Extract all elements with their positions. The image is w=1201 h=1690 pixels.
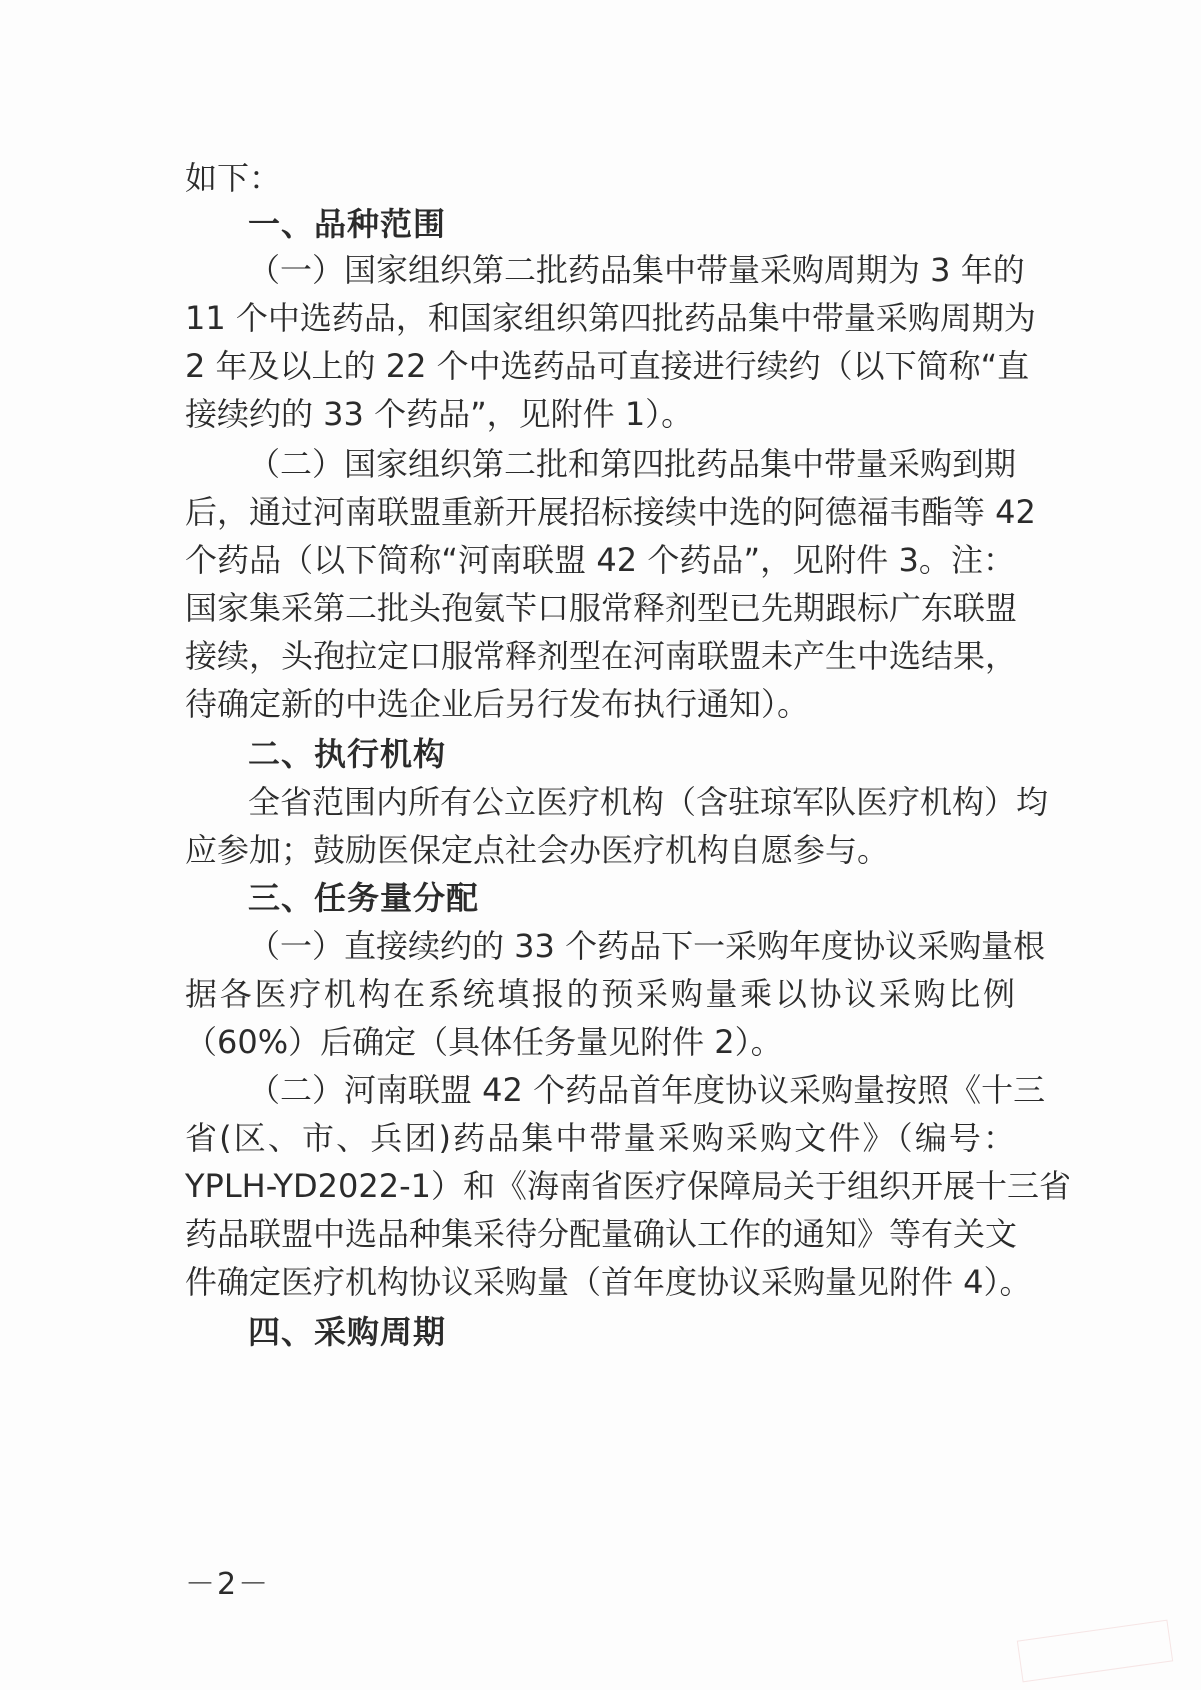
paragraph-line: 接续，头孢拉定口服常释剂型在河南联盟未产生中选结果， <box>185 637 1018 675</box>
section-4-heading: 四、采购周期 <box>248 1313 447 1351</box>
paragraph-line: （二）河南联盟 42 个药品首年度协议采购量按照《十三 <box>248 1071 1046 1109</box>
paragraph-line: 2 年及以上的 22 个中选药品可直接进行续约（以下简称“直 <box>185 347 1030 385</box>
section-3-heading: 三、任务量分配 <box>248 879 480 917</box>
paragraph-line: 接续约的 33 个药品”，见附件 1）。 <box>185 395 694 433</box>
paragraph-line: 国家集采第二批头孢氨苄口服常释剂型已先期跟标广东联盟 <box>185 589 1018 627</box>
intro-text: 如下： <box>185 159 282 197</box>
paragraph-line: 据各医疗机构在系统填报的预采购量乘以协议采购比例 <box>185 975 1015 1013</box>
paragraph-line: 11 个中选药品，和国家组织第四批药品集中带量采购周期为 <box>185 299 1036 337</box>
paragraph-line: （一）直接续约的 33 个药品下一采购年度协议采购量根 <box>248 927 1046 965</box>
paragraph-line: （60%）后确定（具体任务量见附件 2）。 <box>185 1023 783 1061</box>
paragraph-line: （一）国家组织第二批药品集中带量采购周期为 3 年的 <box>248 251 1025 289</box>
paragraph-line: 待确定新的中选企业后另行发布执行通知）。 <box>185 685 810 723</box>
paragraph-line: 应参加；鼓励医保定点社会办医疗机构自愿参与。 <box>185 831 890 869</box>
section-2-heading: 二、执行机构 <box>248 735 447 773</box>
paragraph-line: （二）国家组织第二批和第四批药品集中带量采购到期 <box>248 445 1017 483</box>
paragraph-line: 后，通过河南联盟重新开展招标接续中选的阿德福韦酯等 42 <box>185 493 1036 531</box>
paragraph-line: 药品联盟中选品种集采待分配量确认工作的通知》等有关文 <box>185 1215 1018 1253</box>
paragraph-line: 省(区、市、兵团)药品集中带量采购采购文件》（编号： <box>185 1119 1015 1157</box>
paragraph-line: 个药品（以下简称“河南联盟 42 个药品”，见附件 3。注： <box>185 541 1015 579</box>
page-number: －2－ <box>185 1567 271 1602</box>
section-1-heading: 一、品种范围 <box>248 205 447 243</box>
paragraph-line: 件确定医疗机构协议采购量（首年度协议采购量见附件 4）。 <box>185 1263 1032 1301</box>
paragraph-line: 全省范围内所有公立医疗机构（含驻琼军队医疗机构）均 <box>248 783 1049 821</box>
paragraph-line: YPLH-YD2022-1）和《海南省医疗保障局关于组织开展十三省 <box>185 1167 1072 1205</box>
watermark-stamp <box>1017 1620 1173 1683</box>
